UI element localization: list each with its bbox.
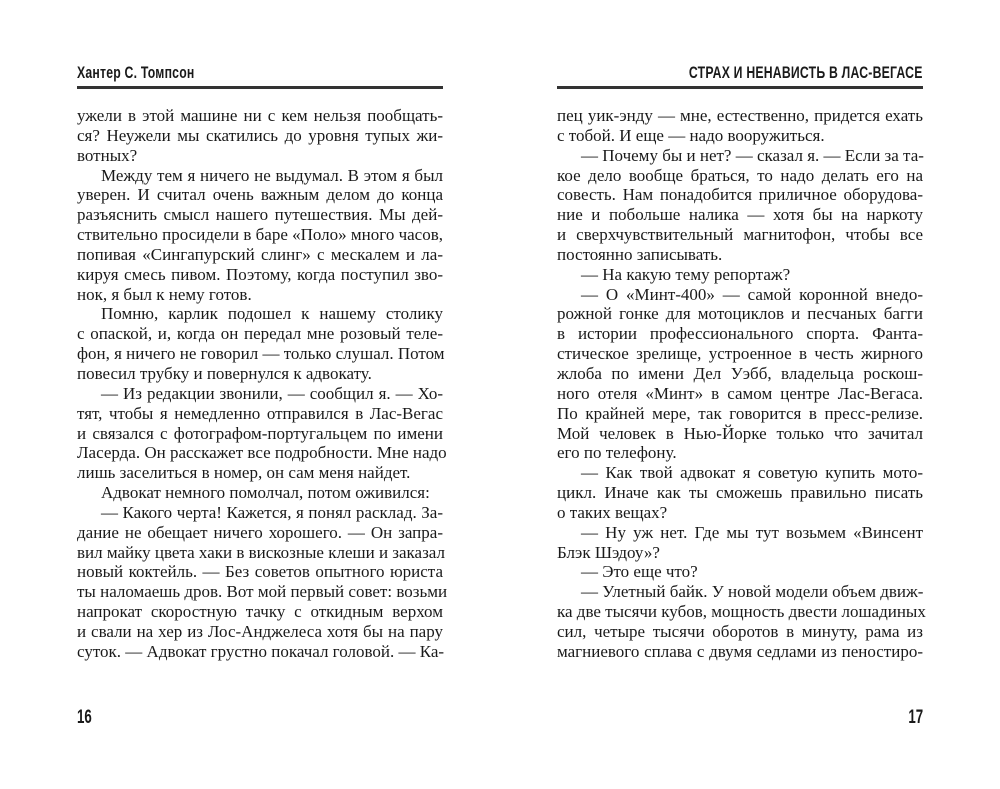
text-line: дание не обещает ничего хорошего. — Он запра- [77, 522, 443, 542]
paragraph [557, 582, 926, 661]
text-line: Мой человек в Нью-Йорке только что зачитал [557, 423, 923, 443]
page-body-text [557, 106, 926, 662]
text-line: — Как твой адвокат я советую купить мото- [581, 463, 923, 483]
paragraph [557, 463, 923, 523]
text-line: фон, я ничего не говорил — только слушал. Потом [77, 344, 445, 364]
text-line: в истории профессионального спорта. Фанта- [557, 324, 923, 344]
text-line: Между тем я ничего не выдумал. В этом я был [101, 165, 443, 185]
paragraph [557, 285, 923, 464]
text-line: попивая «Сингапурский слинг» с мескалем и ла- [77, 244, 443, 264]
running-header [557, 62, 923, 89]
right-page [557, 0, 926, 789]
text-line: кируя смесь пивом. Поэтому, когда поступил зво- [77, 264, 443, 284]
paragraph [557, 106, 923, 146]
text-line: кое дело вообще браться, то надо делать его на [557, 165, 923, 185]
text-line: Помню, карлик подошел к нашему столику [101, 304, 443, 324]
text-line: новый коктейль. — Без советов опытного юриста [77, 562, 443, 582]
text-line: — Из редакции звонили, — сообщил я. — Хо- [101, 383, 443, 403]
paragraph [77, 166, 443, 305]
text-line: лишь заселиться в номер, он сам меня найдет. [77, 463, 411, 483]
paragraph [557, 146, 923, 265]
text-line: — Улетный байк. У новой модели объем движ- [581, 582, 924, 602]
text-line: нок, я был к нему готов. [77, 284, 252, 304]
page-body-text [77, 106, 448, 662]
text-line: цикл. Иначе как ты сможешь правильно писать [557, 483, 923, 503]
text-line: о таких вещах? [557, 502, 668, 522]
text-line: вил майку цвета хаки в вискозные клеши и заказал [77, 542, 445, 562]
text-line: ся? Неужели мы скатились до уровня тупых жи- [77, 125, 443, 145]
page-number: 17 [908, 707, 923, 728]
running-header [77, 62, 443, 89]
paragraph [77, 483, 443, 503]
text-line: — Ну уж нет. Где мы тут возьмем «Винсент [581, 522, 923, 542]
text-line: магниевого сплава с двумя седлами из пеностиро- [557, 641, 923, 661]
text-line: его по телефону. [557, 443, 677, 463]
text-line: ного отеля «Минт» в самом центре Лас-Вегаса. [557, 383, 923, 403]
paragraph [77, 304, 443, 383]
text-line: уверен. И считал очень важным делом до конца [77, 185, 443, 205]
paragraph [557, 265, 923, 285]
text-line: сил, четыре тысячи оборотов в минуту, рама из [557, 621, 923, 641]
paragraph [77, 383, 447, 483]
text-line: — Какого черта! Кажется, я понял расклад. За- [101, 502, 443, 522]
text-line: постоянно записывать. [557, 244, 723, 264]
text-line: с опаской, и, когда он передал мне розовый теле- [77, 324, 443, 344]
text-line: разъяснить смысл нашего путешествия. Мы дей- [77, 205, 443, 225]
text-line: стическое зрелище, устроенное в честь жирного [557, 344, 923, 364]
paragraph [77, 106, 443, 166]
text-line: — О «Минт-400» — самой коронной внедо- [581, 284, 923, 304]
text-line: жлоба по имени Дел Уэбб, владельца роскош- [557, 363, 923, 383]
text-line: повесил трубку и повернулся к адвокату. [77, 363, 372, 383]
text-line: напрокат скоростную тачку с откидным верхом [77, 602, 443, 622]
author-running-head: Хантер С. Томпсон [77, 63, 195, 82]
text-line: Ласерда. Он расскажет все подробности. Мне надо [77, 443, 447, 463]
text-line: с тобой. И еще — надо вооружиться. [557, 125, 825, 145]
text-line: Блэк Шэдоу»? [557, 542, 660, 562]
text-line: рожной гонке для мотоциклов и песчаных багги [557, 304, 923, 324]
text-line: пец уик-энду — мне, естественно, придется ехать [557, 106, 923, 125]
text-line: и сверхчувствительный магнитофон, чтобы все [557, 225, 923, 245]
text-line: и связался с фотографом-португальцем по имени [77, 423, 443, 443]
text-line: По крайней мере, так говорится в пресс-релизе. [557, 403, 923, 423]
text-line: совесть. Нам понадобится приличное оборудова- [557, 185, 923, 205]
text-line: ка две тысячи кубов, мощность двести лошадиных [557, 602, 926, 622]
paragraph [557, 562, 923, 582]
text-line: — Почему бы и нет? — сказал я. — Если за та- [581, 145, 924, 165]
paragraph [557, 523, 923, 563]
text-line: суток. — Адвокат грустно покачал головой. — Ка- [77, 641, 445, 661]
text-line: ние и побольше налика — хотя бы на наркоту [557, 205, 923, 225]
paragraph [77, 502, 448, 662]
text-line: и свали на хер из Лос-Анджелеса хотя бы на пару [77, 621, 443, 641]
page-number: 16 [77, 707, 92, 728]
left-page [77, 0, 448, 789]
text-line: — На какую тему репортаж? [581, 264, 791, 284]
text-line: ствительно просидели в баре «Поло» много часов, [77, 225, 443, 245]
text-line: вотных? [77, 145, 138, 165]
book-title-running-head: СТРАХ И НЕНАВИСТЬ В ЛАС-ВЕГАСЕ [689, 63, 923, 82]
text-line: — Это еще что? [581, 562, 698, 582]
text-line: Адвокат немного помолчал, потом оживился: [101, 483, 430, 503]
text-line: тят, чтобы я немедленно отправился в Лас-Вегас [77, 403, 443, 423]
text-line: ты наломаешь дров. Вот мой первый совет: возьми [77, 582, 448, 602]
text-line: ужели в этой машине ни с кем нельзя пообщать- [77, 106, 443, 125]
